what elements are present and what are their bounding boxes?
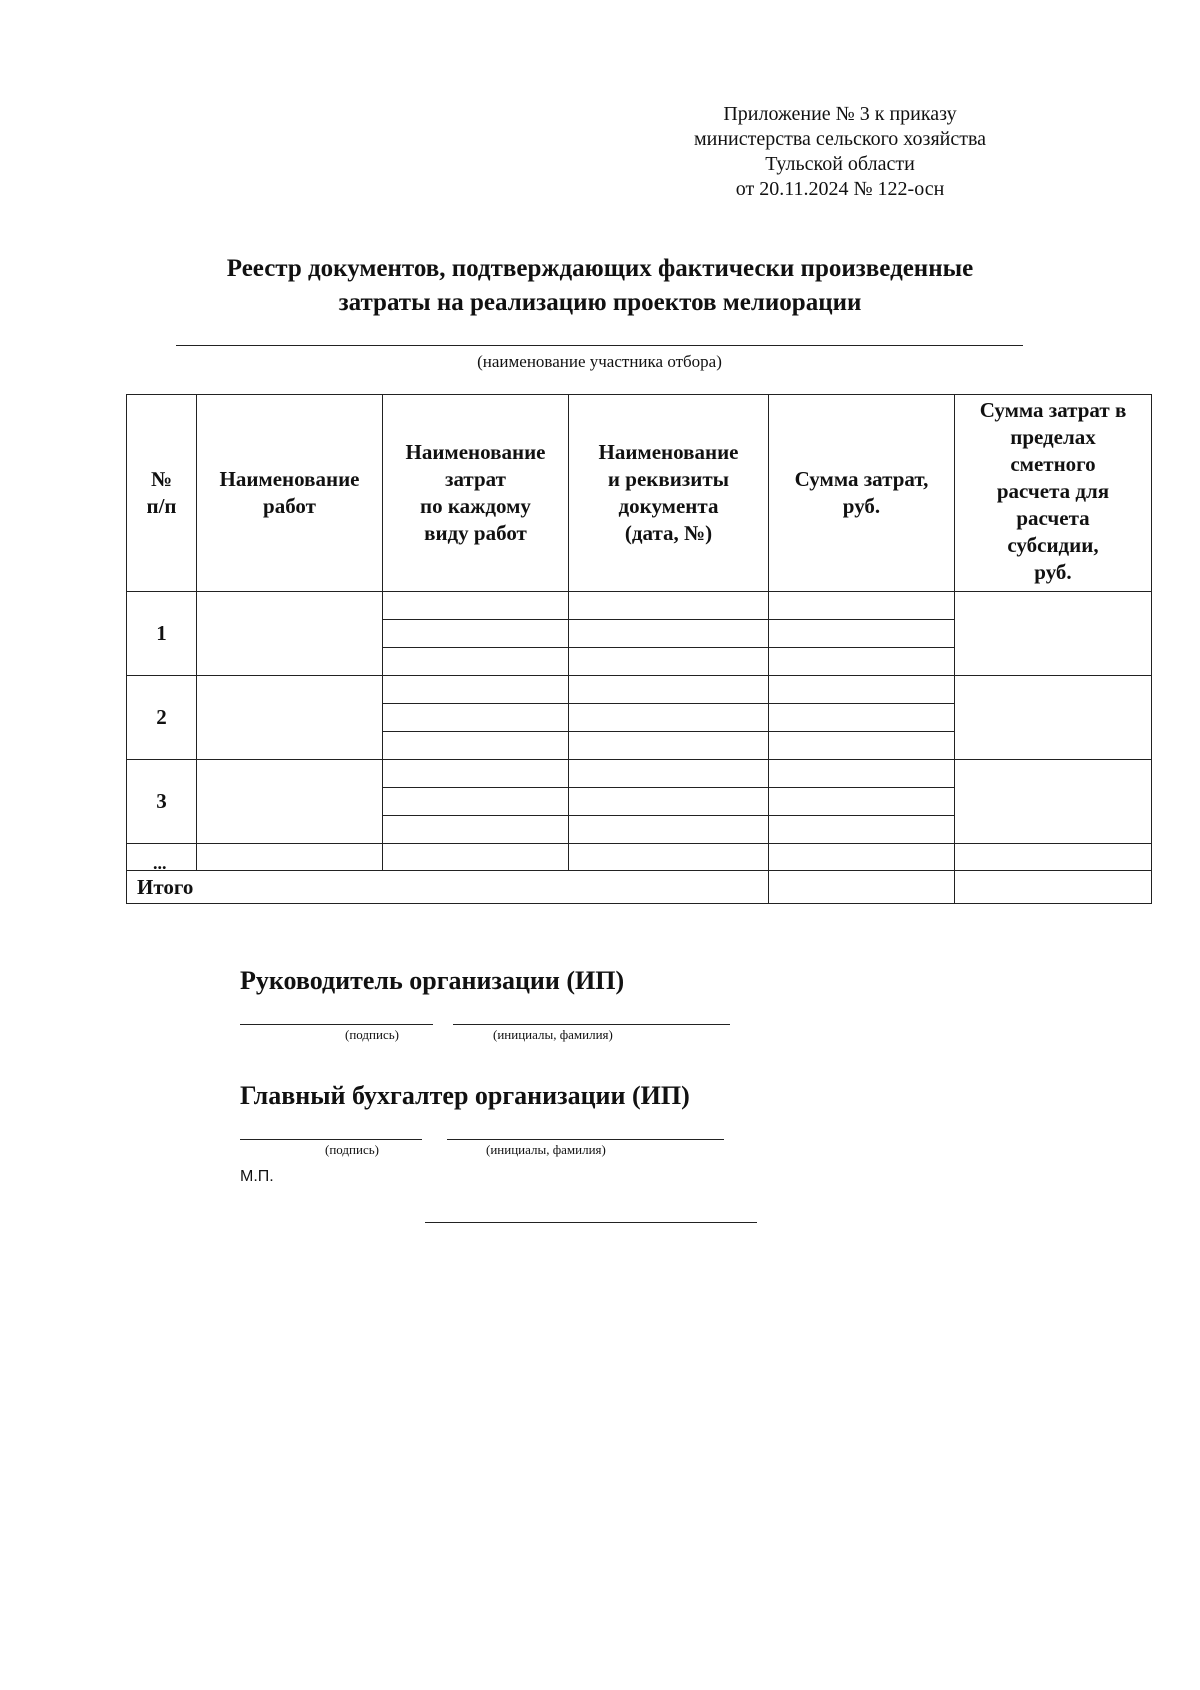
table-row	[127, 676, 1152, 704]
cell-sum[interactable]	[769, 676, 955, 704]
appendix-line-4: от 20.11.2024 № 122-осн	[735, 178, 945, 200]
cell-documents[interactable]	[569, 704, 769, 732]
registry-table	[126, 394, 1152, 904]
cell-costs[interactable]	[383, 844, 569, 871]
cell-subsidy-sum[interactable]	[955, 760, 1152, 844]
cell-costs[interactable]	[383, 816, 569, 844]
cell-sum[interactable]	[769, 704, 955, 732]
bottom-separator-line	[425, 1222, 757, 1223]
table-header-row	[127, 395, 1152, 592]
header-subsidy-sum: Сумма затрат в пределах сметного расчета для расчета субсидии, руб.	[955, 395, 1152, 592]
cell-documents[interactable]	[569, 844, 769, 871]
cell-costs[interactable]	[383, 620, 569, 648]
appendix-line-2: министерства сельского хозяйства	[693, 128, 987, 150]
total-sum[interactable]	[769, 871, 955, 904]
row-ellipsis: ...	[127, 844, 197, 871]
header-works: Наименование работ	[197, 395, 383, 592]
header-num: № п/п	[127, 395, 197, 592]
cell-documents[interactable]	[569, 620, 769, 648]
header-costs: Наименование затрат по каждому виду работ	[383, 395, 569, 592]
head-signature-line[interactable]	[240, 1024, 433, 1025]
cell-documents[interactable]	[569, 816, 769, 844]
cell-documents[interactable]	[569, 648, 769, 676]
appendix-line-3: Тульской области	[765, 153, 915, 175]
cell-documents[interactable]	[569, 788, 769, 816]
cell-subsidy-sum[interactable]	[955, 676, 1152, 760]
cell-sum[interactable]	[769, 788, 955, 816]
head-signature-title: Руководитель организации (ИП)	[240, 966, 625, 995]
table-row	[127, 760, 1152, 788]
accountant-name-line[interactable]	[447, 1139, 724, 1140]
accountant-signature-line[interactable]	[240, 1139, 422, 1140]
head-name-caption: (инициалы, фамилия)	[493, 1027, 613, 1042]
cell-costs[interactable]	[383, 704, 569, 732]
cell-costs[interactable]	[383, 592, 569, 620]
header-documents: Наименование и реквизиты документа (дата, №)	[569, 395, 769, 592]
cell-sum[interactable]	[769, 648, 955, 676]
title-line-2: затраты на реализацию проектов мелиорации	[338, 289, 862, 316]
cell-costs[interactable]	[383, 760, 569, 788]
cell-works[interactable]	[197, 676, 383, 760]
head-signature-caption: (подпись)	[345, 1027, 399, 1042]
participant-caption: (наименование участника отбора)	[477, 352, 722, 371]
row-number: 1	[127, 592, 197, 676]
cell-subsidy-sum[interactable]	[955, 844, 1152, 871]
table-row	[127, 592, 1152, 620]
appendix-line-1: Приложение № 3 к приказу	[723, 103, 957, 125]
row-number: 2	[127, 676, 197, 760]
table-row-ellipsis	[127, 844, 1152, 871]
cell-sum[interactable]	[769, 592, 955, 620]
cell-costs[interactable]	[383, 648, 569, 676]
header-sum: Сумма затрат, руб.	[769, 395, 955, 592]
total-label: Итого	[127, 871, 769, 904]
cell-sum[interactable]	[769, 844, 955, 871]
cell-works[interactable]	[197, 844, 383, 871]
cell-works[interactable]	[197, 592, 383, 676]
cell-costs[interactable]	[383, 676, 569, 704]
cell-subsidy-sum[interactable]	[955, 592, 1152, 676]
cell-documents[interactable]	[569, 732, 769, 760]
cell-sum[interactable]	[769, 816, 955, 844]
cell-sum[interactable]	[769, 760, 955, 788]
cell-documents[interactable]	[569, 592, 769, 620]
stamp-placeholder: М.П.	[240, 1168, 274, 1185]
participant-name-field[interactable]	[176, 345, 1023, 346]
accountant-signature-title: Главный бухгалтер организации (ИП)	[240, 1081, 690, 1110]
appendix-block	[640, 102, 1040, 202]
cell-documents[interactable]	[569, 760, 769, 788]
table-total-row	[127, 871, 1152, 904]
total-subsidy-sum[interactable]	[955, 871, 1152, 904]
cell-works[interactable]	[197, 760, 383, 844]
document-title	[150, 252, 1050, 320]
accountant-signature-caption: (подпись)	[325, 1142, 379, 1157]
title-line-1: Реестр документов, подтверждающих фактически произведенные	[226, 255, 974, 282]
cell-documents[interactable]	[569, 676, 769, 704]
row-number: 3	[127, 760, 197, 844]
accountant-name-caption: (инициалы, фамилия)	[486, 1142, 606, 1157]
cell-costs[interactable]	[383, 788, 569, 816]
head-name-line[interactable]	[453, 1024, 730, 1025]
cell-sum[interactable]	[769, 732, 955, 760]
cell-costs[interactable]	[383, 732, 569, 760]
cell-sum[interactable]	[769, 620, 955, 648]
